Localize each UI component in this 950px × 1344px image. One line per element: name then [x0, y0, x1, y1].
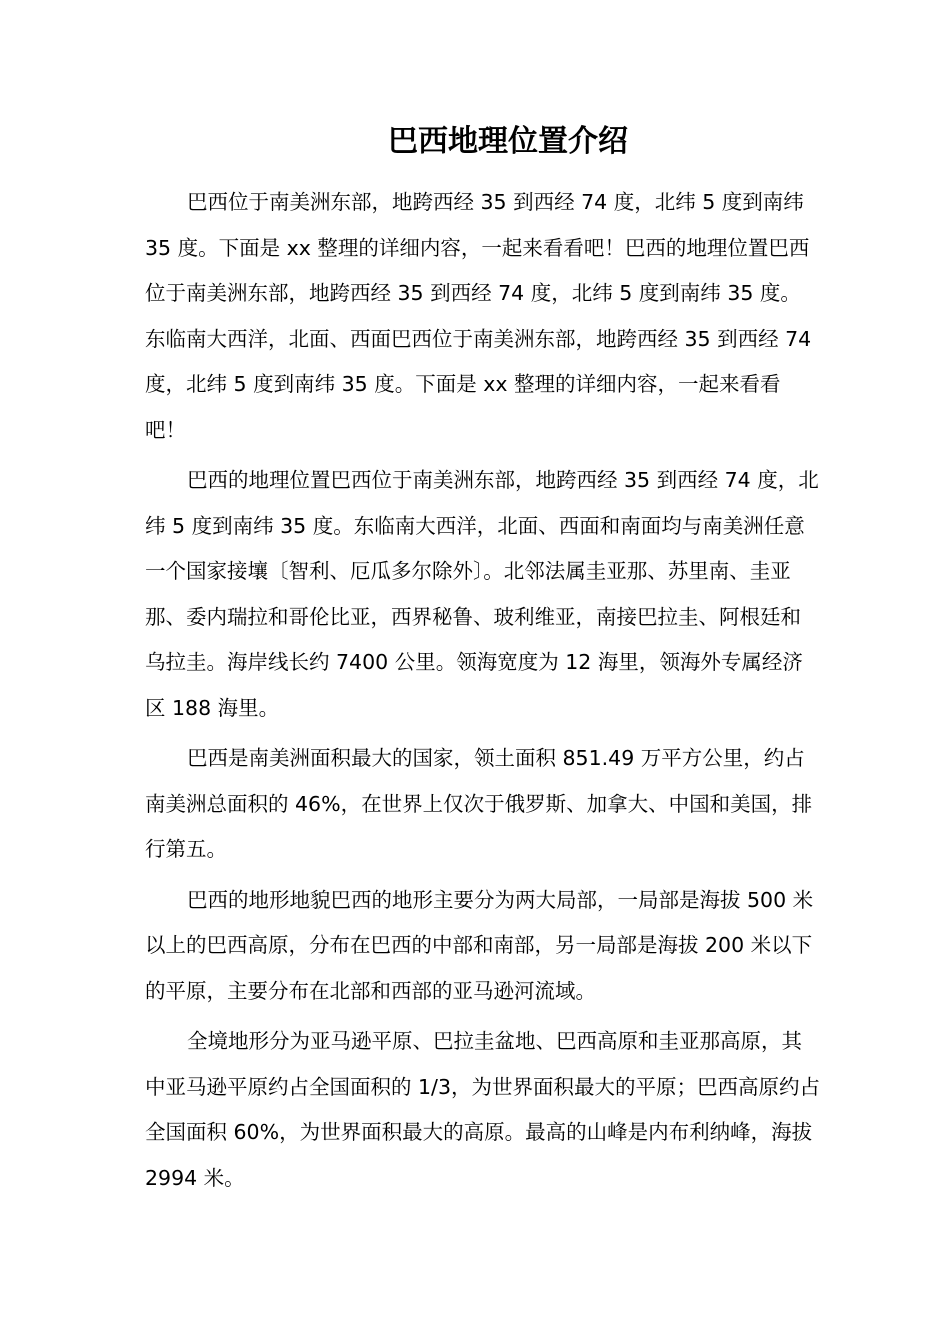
paragraph-terrain: 巴西的地形地貌巴西的地形主要分为两大局部，一局部是海拔 500 米以上的巴西高原，分布在巴西的中部和南部，另一局部是海拔 200 米以下的平原，主要分布在北部和西部的亚马逊河流域。: [145, 887, 814, 1003]
paragraph-location: 巴西位于南美洲东部，地跨西经 35 到西经 74 度，北纬 5 度到南纬 35 度。下面是 xx 整理的详细内容，一起来看看吧！巴西的地理位置巴西位于南美洲东部，地跨西经 35 到西经 74 度，北纬 5 度到南纬 35 度。东临南大西洋，北面、西面巴西位于南美洲东部，地跨西经 35 到西经 74 度，北纬 5 度到南纬 35 度。下面是 xx 整理的详细内容，一起来看看吧！: [145, 190, 812, 442]
paragraph-borders: 巴西的地理位置巴西位于南美洲东部，地跨西经 35 到西经 74 度，北纬 5 度到南纬 35 度。东临南大西洋，北面、西面和南面均与南美洲任意一个国家接壤〔智利、厄瓜多尔除外〕。北邻法属圭亚那、苏里南、圭亚那、委内瑞拉和哥伦比亚，西界秘鲁、玻利维亚，南接巴拉圭、阿根廷和乌拉圭。海岸线长约 7400 公里。领海宽度为 12 海里，领海外专属经济区 188 海里。: [145, 468, 819, 720]
document-body: [145, 180, 820, 1206]
paragraph-landforms: 全境地形分为亚马逊平原、巴拉圭盆地、巴西高原和圭亚那高原，其中亚马逊平原约占全国面积的 1/3，为世界面积最大的平原；巴西高原约占全国面积 60%，为世界面积最大的高原。最高的山峰是内布利纳峰，海拔 2994 米。: [145, 1029, 821, 1190]
document-title: 巴西地理位置介绍: [388, 124, 628, 159]
paragraph-area: 巴西是南美洲面积最大的国家，领土面积 851.49 万平方公里，约占南美洲总面积的 46%，在世界上仅次于俄罗斯、加拿大、中国和美国，排行第五。: [145, 746, 813, 861]
